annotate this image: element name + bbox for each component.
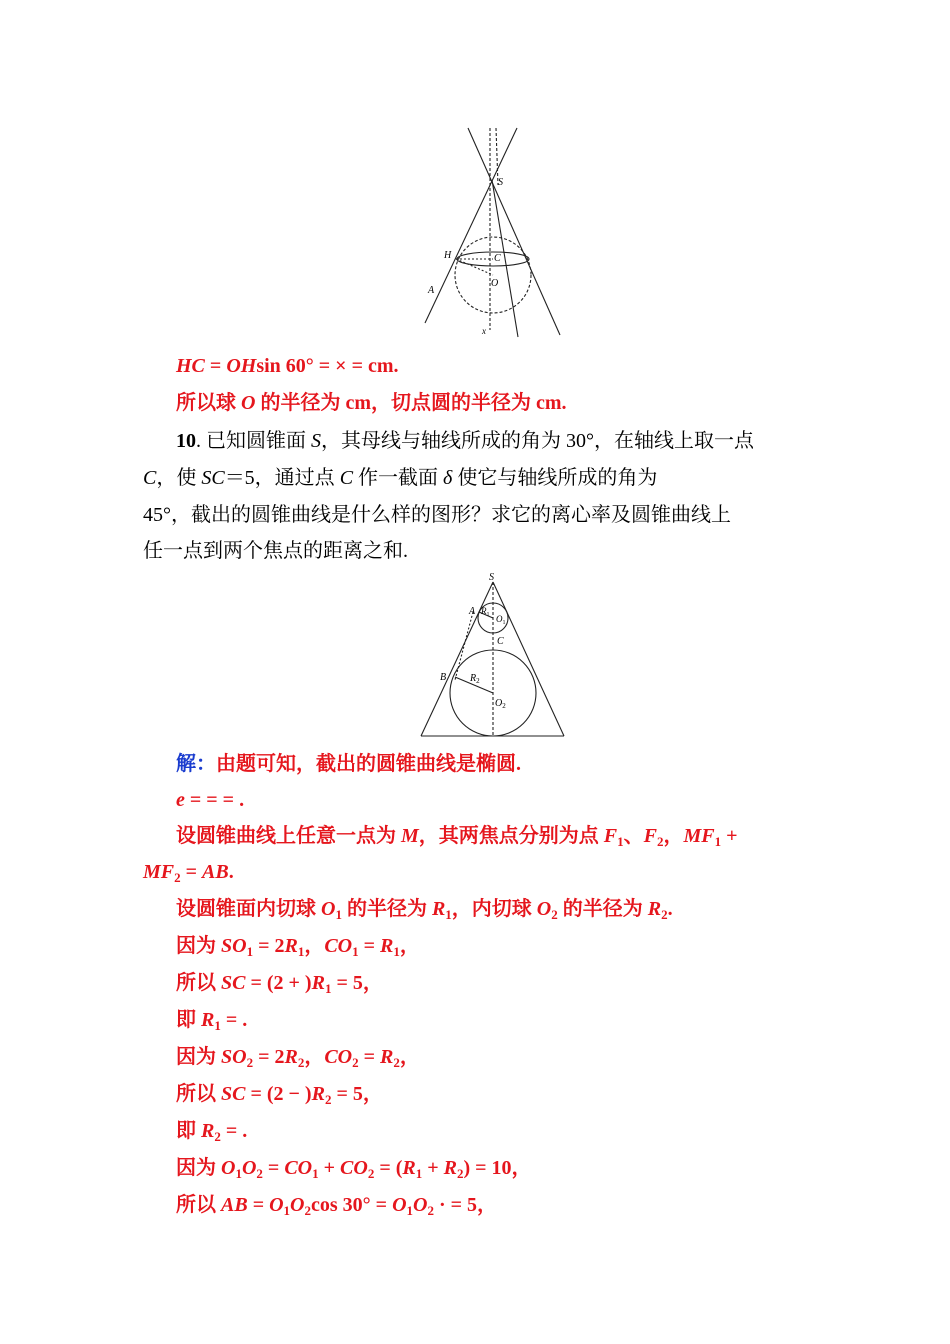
label-S: S	[489, 572, 494, 583]
label-S: S	[498, 177, 503, 188]
label-O: O	[491, 278, 499, 289]
question-line-4: 任一点到两个焦点的距离之和.	[143, 540, 408, 562]
question-line-3: 45°，截出的圆锥曲线是什么样的图形？求它的离心率及圆锥曲线上	[143, 504, 731, 526]
solution-line-8: 即 $R_1$ = .	[176, 1009, 248, 1033]
solution-line-1: 解：由题可知，截出的圆锥曲线是椭圆.	[176, 753, 521, 775]
answer-line-2: 所以球 O 的半径为 cm，切点圆的半径为 cm.	[176, 392, 567, 414]
figure-cone-sphere	[420, 125, 565, 340]
answer-line-1: HC = OHsin 60° = × = cm.	[176, 355, 399, 377]
label-O1: $O_1$	[496, 614, 506, 626]
solution-label: 解：	[176, 753, 216, 775]
solution-line-5: 设圆锥面内切球 $O_1$ 的半径为 $R_1$，内切球 $O_2$ 的半径为 $R_2$.	[176, 898, 673, 922]
label-B: B	[440, 672, 447, 683]
solution-line-13: 所以 AB = $O_1O_2\cos$ $30^\circ = O_1O_2$ · = 5，	[176, 1194, 498, 1218]
label-A: A	[428, 285, 435, 296]
label-H: H	[444, 250, 452, 261]
solution-line-2: e = = = .	[176, 789, 245, 811]
solution-line-3: 设圆锥曲线上任意一点为 M，其两焦点分别为点 $F_1$、$F_2$，$MF_1$ +	[176, 825, 738, 849]
question-line-2: C，使 SC＝5，通过点 C 作一截面 δ 使它与轴线所成的角为	[143, 467, 658, 489]
label-O2: $O_2$	[495, 698, 506, 710]
generatrix-right	[425, 128, 517, 323]
figure-cone-two-spheres	[418, 570, 568, 740]
label-R1: $R_1$	[481, 606, 490, 618]
solution-line-7: 所以 SC = $(2 + )R_1 = 5$，	[176, 972, 383, 996]
solution-line-10: 所以 SC = $(2 - )R_2 = 5$，	[176, 1083, 383, 1107]
solution-line-9: 因为 $SO_2 = 2R_2$，$CO_2 = R_2$，	[176, 1046, 420, 1070]
solution-line-6: 因为 $SO_1 = 2R_1$，$CO_1 = R_1$，	[176, 935, 420, 959]
label-A: A	[469, 606, 476, 617]
label-R2: $R_2$	[470, 673, 480, 685]
solution-line-11: 即 $R_2$ = .	[176, 1120, 248, 1144]
cone-right	[493, 582, 564, 736]
radius-HO	[456, 259, 493, 275]
generatrix-left	[468, 128, 560, 335]
label-x: x	[482, 326, 486, 336]
solution-line-4: $MF_2$ = AB.	[143, 861, 234, 885]
label-C: C	[494, 253, 501, 264]
label-C: C	[497, 636, 504, 647]
section-AB	[455, 612, 473, 680]
solution-line-12: 因为 $O_1O_2 = CO_1 + CO_2 = (R_1 + R_2) = 10$，	[176, 1157, 532, 1181]
question-line-1: 10. 已知圆锥面 S，其母线与轴线所成的角为 30°，在轴线上取一点	[176, 430, 754, 452]
